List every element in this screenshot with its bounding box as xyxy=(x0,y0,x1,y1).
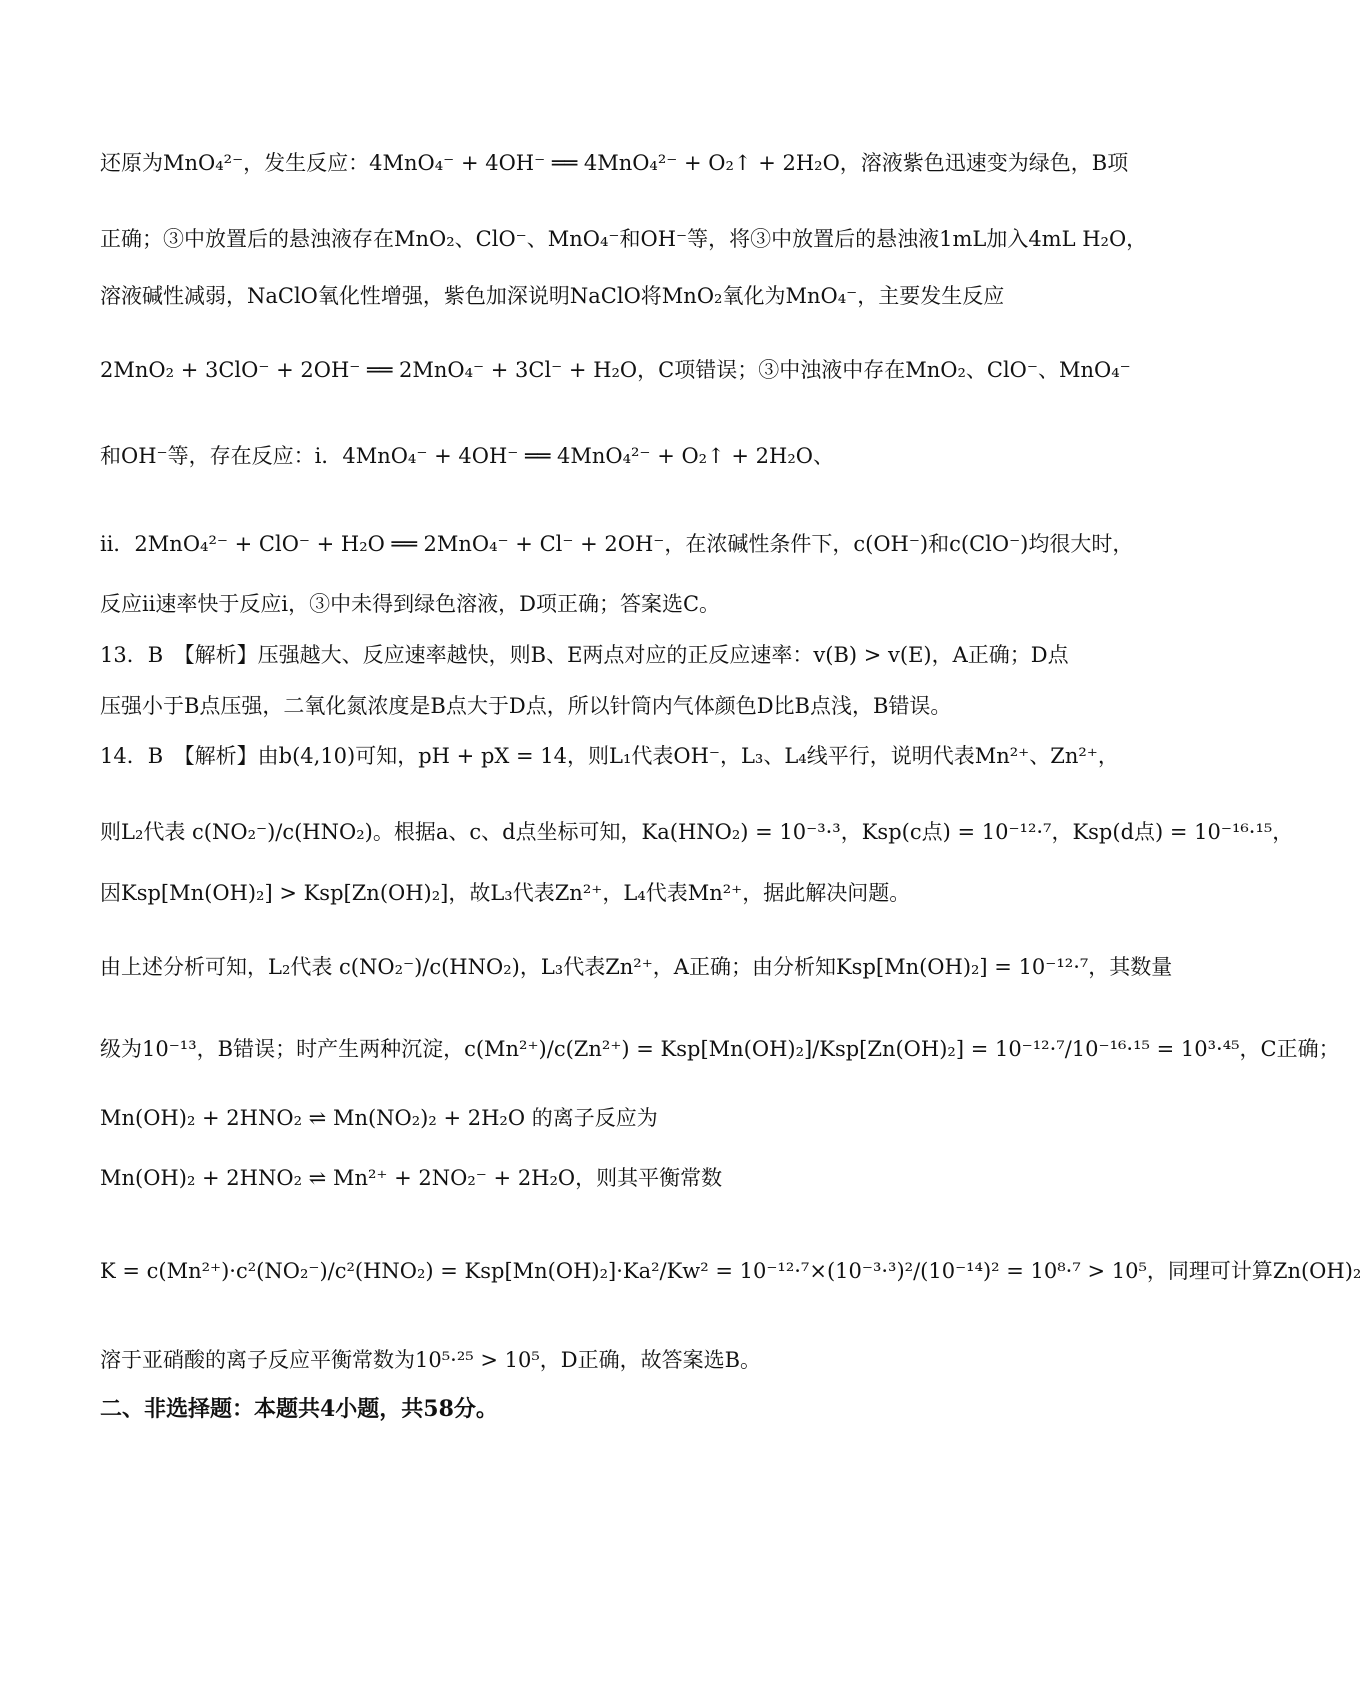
text-line: 溶于亚硝酸的离子反应平衡常数为10⁵·²⁵ > 10⁵，D正确，故答案选B。 xyxy=(100,1348,762,1372)
text-line: 2MnO₂ + 3ClO⁻ + 2OH⁻ ══ 2MnO₄⁻ + 3Cl⁻ + H₂O，C项错误；③中浊液中存在MnO₂、ClO⁻、MnO₄⁻ xyxy=(100,358,1131,382)
text-line: 反应ⅱ速率快于反应ⅰ，③中未得到绿色溶液，D项正确；答案选C。 xyxy=(100,592,721,616)
text-line: 因Ksp[Mn(OH)₂] > Ksp[Zn(OH)₂]，故L₃代表Zn²⁺，L₄代表Mn²⁺，据此解决问题。 xyxy=(100,881,911,905)
text-line: 则L₂代表 c(NO₂⁻)/c(HNO₂)。根据a、c、d点坐标可知，Ka(HNO₂) = 10⁻³·³，Ksp(c点) = 10⁻¹²·⁷，Ksp(d点) = 10⁻¹⁶·¹⁵， xyxy=(100,820,1294,844)
text-line: 13．B 【解析】压强越大、反应速率越快，则B、E两点对应的正反应速率：v(B) > v(E)，A正确；D点 xyxy=(100,643,1069,667)
text-line: 级为10⁻¹³，B错误；时产生两种沉淀，c(Mn²⁺)/c(Zn²⁺) = Ksp[Mn(OH)₂]/Ksp[Zn(OH)₂] = 10⁻¹²·⁷/10⁻¹⁶·¹⁵ = 10³·⁴⁵，C正确； xyxy=(100,1037,1340,1061)
section-heading: 二、非选择题：本题共4小题，共58分。 xyxy=(100,1396,498,1422)
text-line: Mn(OH)₂ + 2HNO₂ ⇌ Mn²⁺ + 2NO₂⁻ + 2H₂O，则其平衡常数 xyxy=(100,1166,723,1190)
text-line: ⅱ．2MnO₄²⁻ + ClO⁻ + H₂O ══ 2MnO₄⁻ + Cl⁻ + 2OH⁻，在浓碱性条件下，c(OH⁻)和c(ClO⁻)均很大时， xyxy=(100,532,1134,556)
text-line: 压强小于B点压强，二氧化氮浓度是B点大于D点，所以针筒内气体颜色D比B点浅，B错误。 xyxy=(100,694,952,718)
text-line: 还原为MnO₄²⁻，发生反应：4MnO₄⁻ + 4OH⁻ ══ 4MnO₄²⁻ + O₂↑ + 2H₂O，溶液紫色迅速变为绿色，B项 xyxy=(100,151,1129,175)
text-line: 正确；③中放置后的悬浊液存在MnO₂、ClO⁻、MnO₄⁻和OH⁻等，将③中放置后的悬浊液1mL加入4mL H₂O， xyxy=(100,227,1148,251)
text-line: 由上述分析可知，L₂代表 c(NO₂⁻)/c(HNO₂)，L₃代表Zn²⁺，A正确；由分析知Ksp[Mn(OH)₂] = 10⁻¹²·⁷，其数量 xyxy=(100,955,1173,979)
text-line: 和OH⁻等，存在反应：ⅰ．4MnO₄⁻ + 4OH⁻ ══ 4MnO₄²⁻ + O₂↑ + 2H₂O、 xyxy=(100,444,834,468)
text-line: Mn(OH)₂ + 2HNO₂ ⇌ Mn(NO₂)₂ + 2H₂O 的离子反应为 xyxy=(100,1106,658,1130)
text-line: 溶液碱性减弱，NaClO氧化性增强，紫色加深说明NaClO将MnO₂氧化为MnO₄⁻，主要发生反应 xyxy=(100,284,1005,308)
text-line: 14．B 【解析】由b(4,10)可知，pH + pX = 14，则L₁代表OH⁻，L₃、L₄线平行，说明代表Mn²⁺、Zn²⁺， xyxy=(100,744,1119,768)
text-line: K = c(Mn²⁺)·c²(NO₂⁻)/c²(HNO₂) = Ksp[Mn(OH)₂]·Ka²/Kw² = 10⁻¹²·⁷×(10⁻³·³)²/(10⁻¹⁴)² = 10⁸·⁷ > 10⁵，同理可计算Zn(OH)₂ xyxy=(100,1259,1361,1283)
